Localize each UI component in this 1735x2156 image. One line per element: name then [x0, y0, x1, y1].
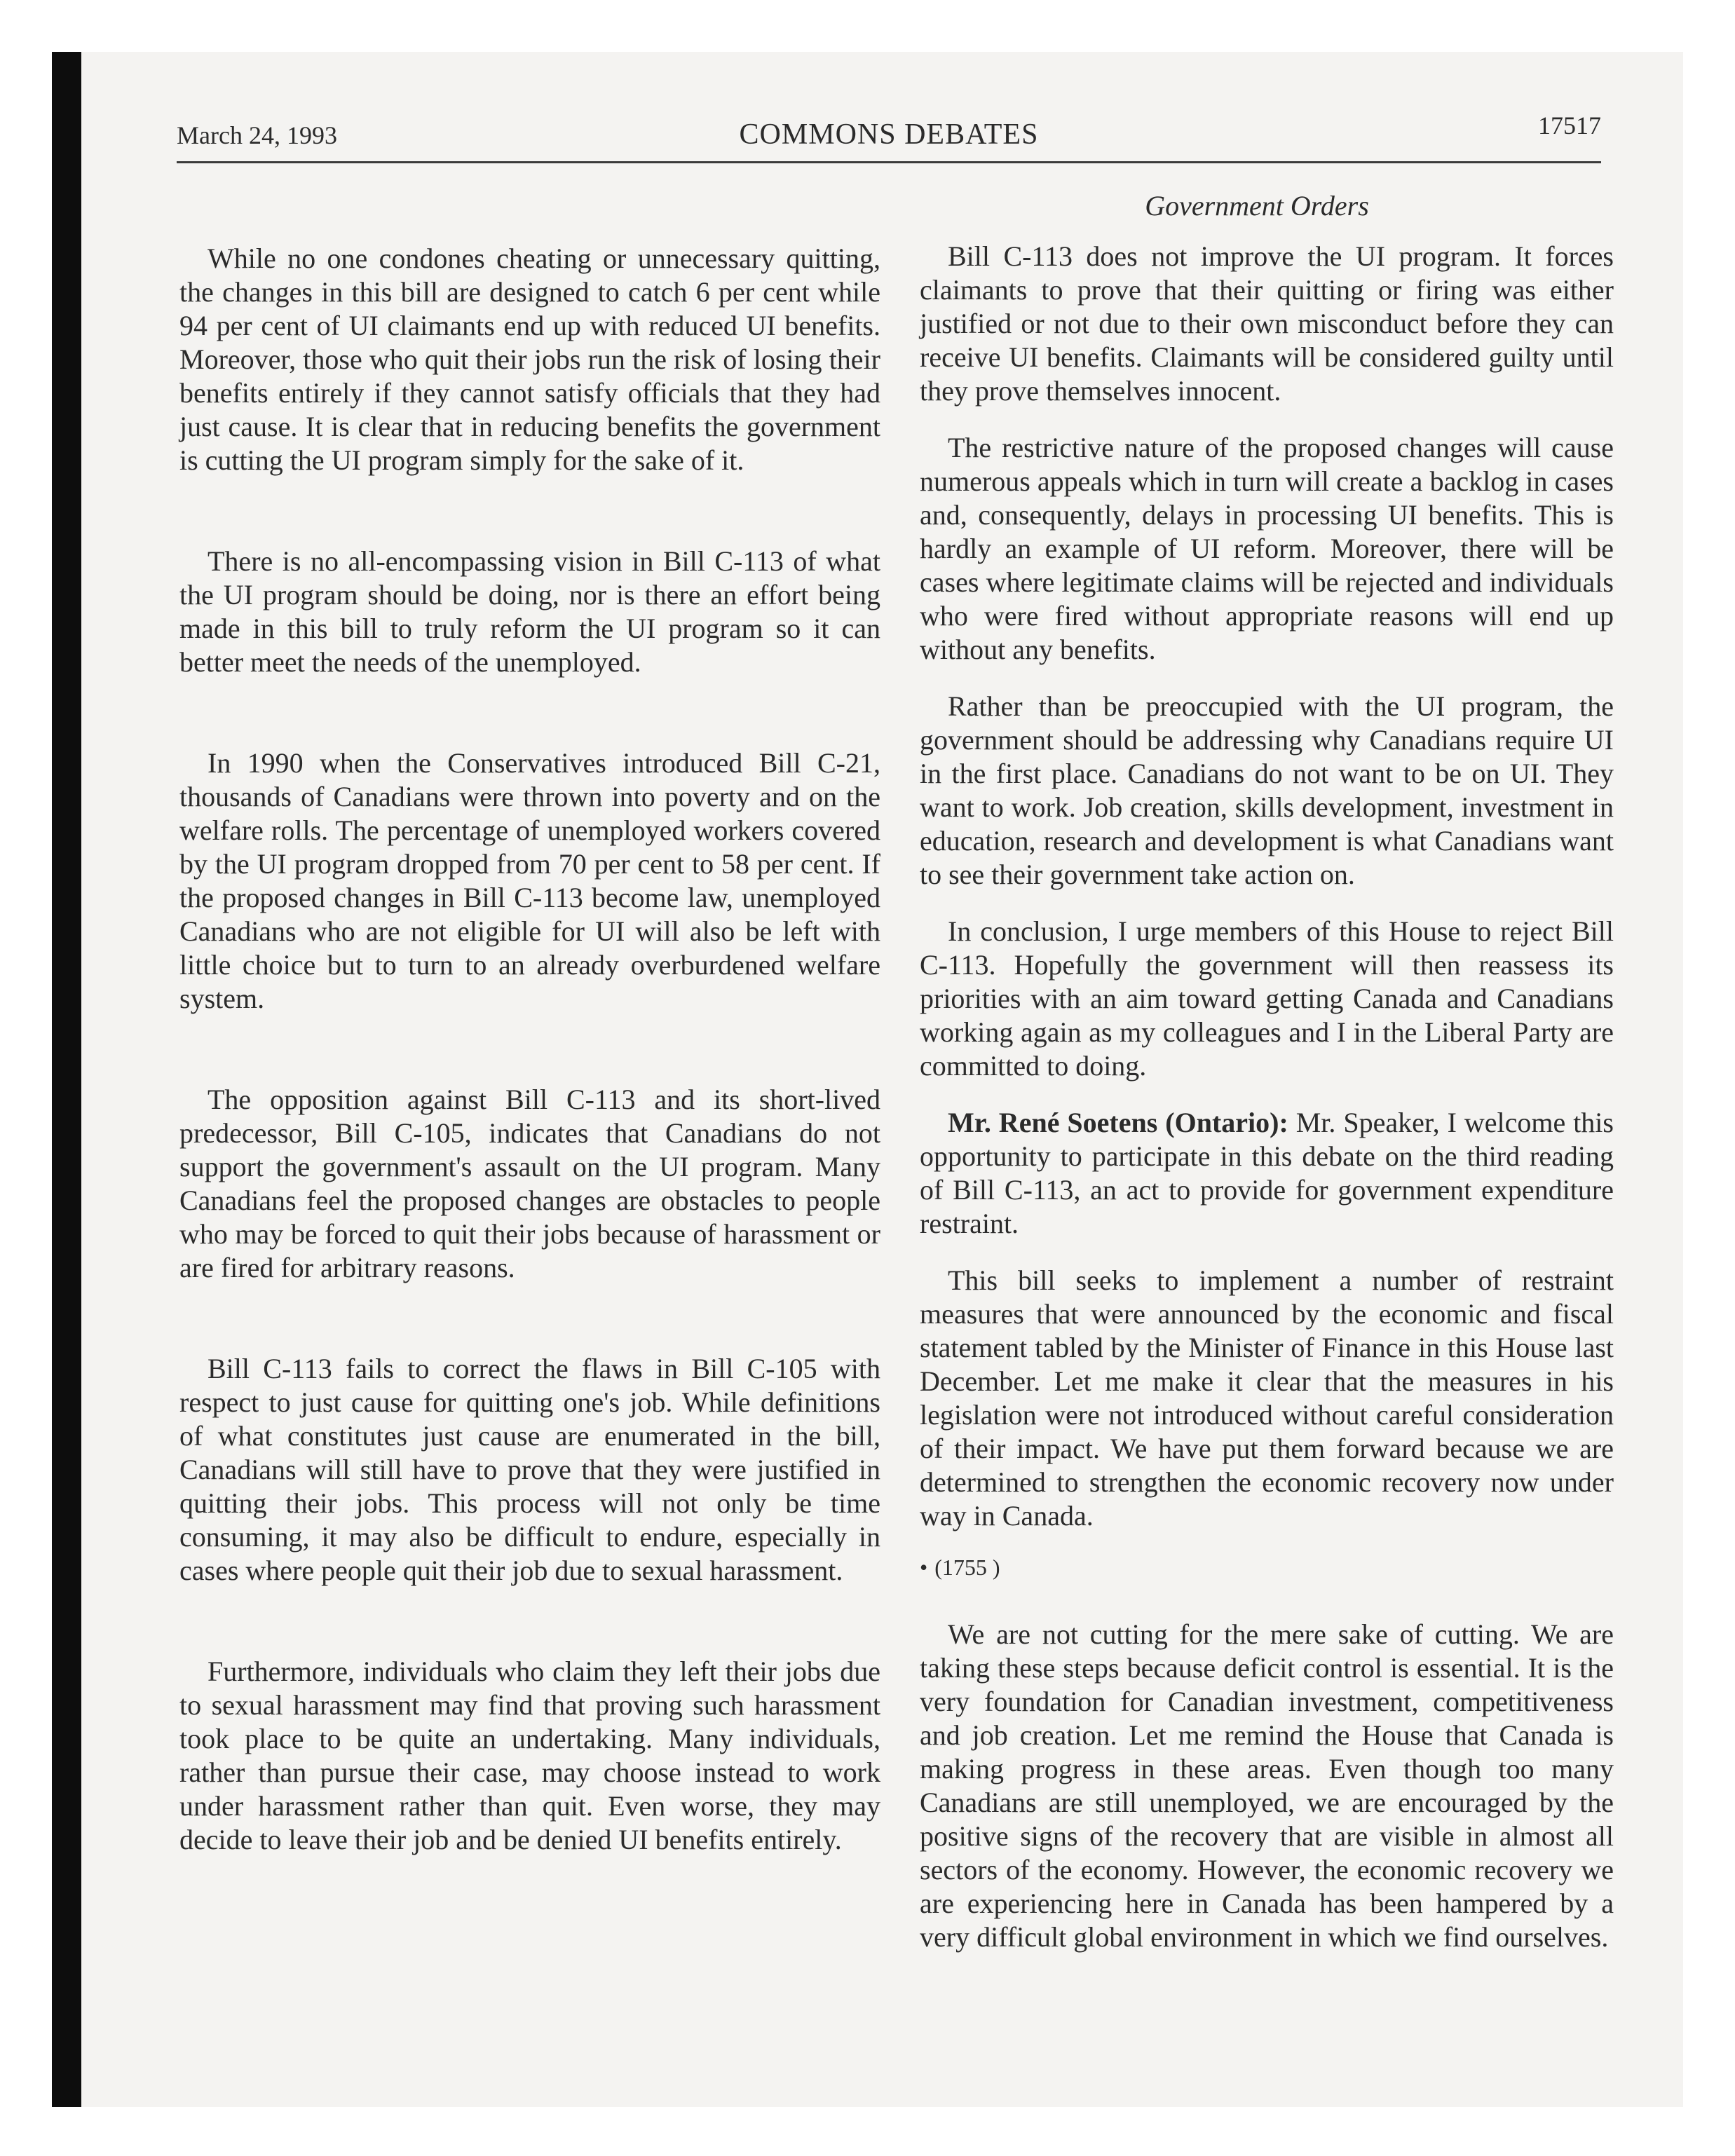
paragraph: While no one condones cheating or unnecessary quitting, the changes in this bill are designed to catch 6 per cent while 94 per cent of UI claimants end up with reduced UI benefits. Moreover, those who quit their jobs run the risk of losing their benefits entirely if they cannot satisfy officials that they had just cause. It is clear that in reducing benefits the government is cutting the UI program simply for the sake of it.	[179, 243, 880, 476]
speaker-text: Mr. Speaker, I welcome this opportunity to participate in this debate on the third reading of Bill C-113, an act to provide for government expenditure restraint.	[920, 1107, 1614, 1239]
right-column	[920, 240, 1614, 1977]
timestamp-text: (1755 )	[934, 1555, 1000, 1580]
paragraph: Bill C-113 does not improve the UI program. It forces claimants to prove that their quitting or firing was either justified or not due to their own misconduct before they can receive UI benefits. Claimants will be considered guilty until they prove themselves innocent.	[920, 240, 1614, 407]
paragraph: Bill C-113 fails to correct the flaws in Bill C-105 with respect to just cause for quitting one's job. While definitions of what constitutes just cause are enumerated in the bill, Canadians will still have to prove that they were justified in quitting their jobs. This process will not only be time consuming, it may also be difficult to endure, especially in cases where people quit their job due to sexual harassment.	[179, 1353, 880, 1586]
paragraph: Furthermore, individuals who claim they left their jobs due to sexual harassment may find that proving such harassment took place to be quite an undertaking. Many individuals, rather than pursue their case, may choose instead to work under harassment rather than quit. Even worse, they may decide to leave their job and be denied UI benefits entirely.	[179, 1656, 880, 1855]
paragraph: Rather than be preoccupied with the UI program, the government should be addressing why Canadians require UI in the first place. Canadians do not want to be on UI. They want to work. Job creation, skills development, investment in education, research and development is what Canadians want to see their government take action on.	[920, 690, 1614, 890]
bullet-icon: •	[920, 1555, 928, 1580]
paragraph: There is no all-encompassing vision in Bill C-113 of what the UI program should be doing, nor is there an effort being made in this bill to truly reform the UI program so it can better meet the needs of the unemployed.	[179, 545, 880, 678]
speaker-paragraph	[920, 1106, 1614, 1241]
paragraph: The restrictive nature of the proposed changes will cause numerous appeals which in turn will create a backlog in cases and, consequently, delays in processing UI benefits. This is hardly an example of UI reform. Moreover, there will be cases where legitimate claims will be rejected and individuals who were fired without appropriate reasons will end up without any benefits.	[920, 432, 1614, 665]
paragraph: In 1990 when the Conservatives introduced Bill C-21, thousands of Canadians were thrown into poverty and on the welfare rolls. The percentage of unemployed workers covered by the UI program dropped from 70 per cent to 58 per cent. If the proposed changes in Bill C-113 become law, unemployed Canadians who are not eligible for UI will also be left with little choice but to turn to an already overburdened welfare system.	[179, 747, 880, 1014]
timestamp	[920, 1550, 1614, 1584]
left-column	[179, 242, 880, 1924]
paragraph: In conclusion, I urge members of this House to reject Bill C-113. Hopefully the government will then reassess its priorities with an aim toward getting Canada and Canadians working again as my colleagues and I in the Liberal Party are committed to doing.	[920, 915, 1614, 1082]
header-title: COMMONS DEBATES	[739, 118, 1039, 151]
running-head	[177, 105, 1601, 163]
speaker-name: Mr. René Soetens (Ontario):	[948, 1107, 1288, 1138]
header-date: March 24, 1993	[177, 121, 337, 149]
page-number: 17517	[1538, 111, 1601, 139]
paragraph: The opposition against Bill C-113 and its short-lived predecessor, Bill C-105, indicates that Canadians do not support the government's assault on the UI program. Many Canadians feel the proposed changes are obstacles to people who may be forced to quit their jobs because of harassment or are fired for arbitrary reasons.	[179, 1084, 880, 1283]
scan-border	[52, 52, 81, 2107]
section-heading: Government Orders	[1145, 190, 1369, 221]
paragraph: We are not cutting for the mere sake of cutting. We are taking these steps because deficit control is essential. It is the very foundation for Canadian investment, competitiveness and job creation. Let me remind the House that Canada is making progress in these areas. Even though too many Canadians are still unemployed, we are encouraged by the positive signs of the recovery that are visible in almost all sectors of the economy. However, the economic recovery we are experiencing here in Canada has been hampered by a very difficult global environment in which we find ourselves.	[920, 1618, 1614, 1953]
paragraph: This bill seeks to implement a number of restraint measures that were announced by the economic and fiscal statement tabled by the Minister of Finance in this House last December. Let me make it clear that the measures in his legislation were not introduced without careful consideration of their impact. We have put them forward because we are determined to strengthen the economic recovery now under way in Canada.	[920, 1264, 1614, 1531]
